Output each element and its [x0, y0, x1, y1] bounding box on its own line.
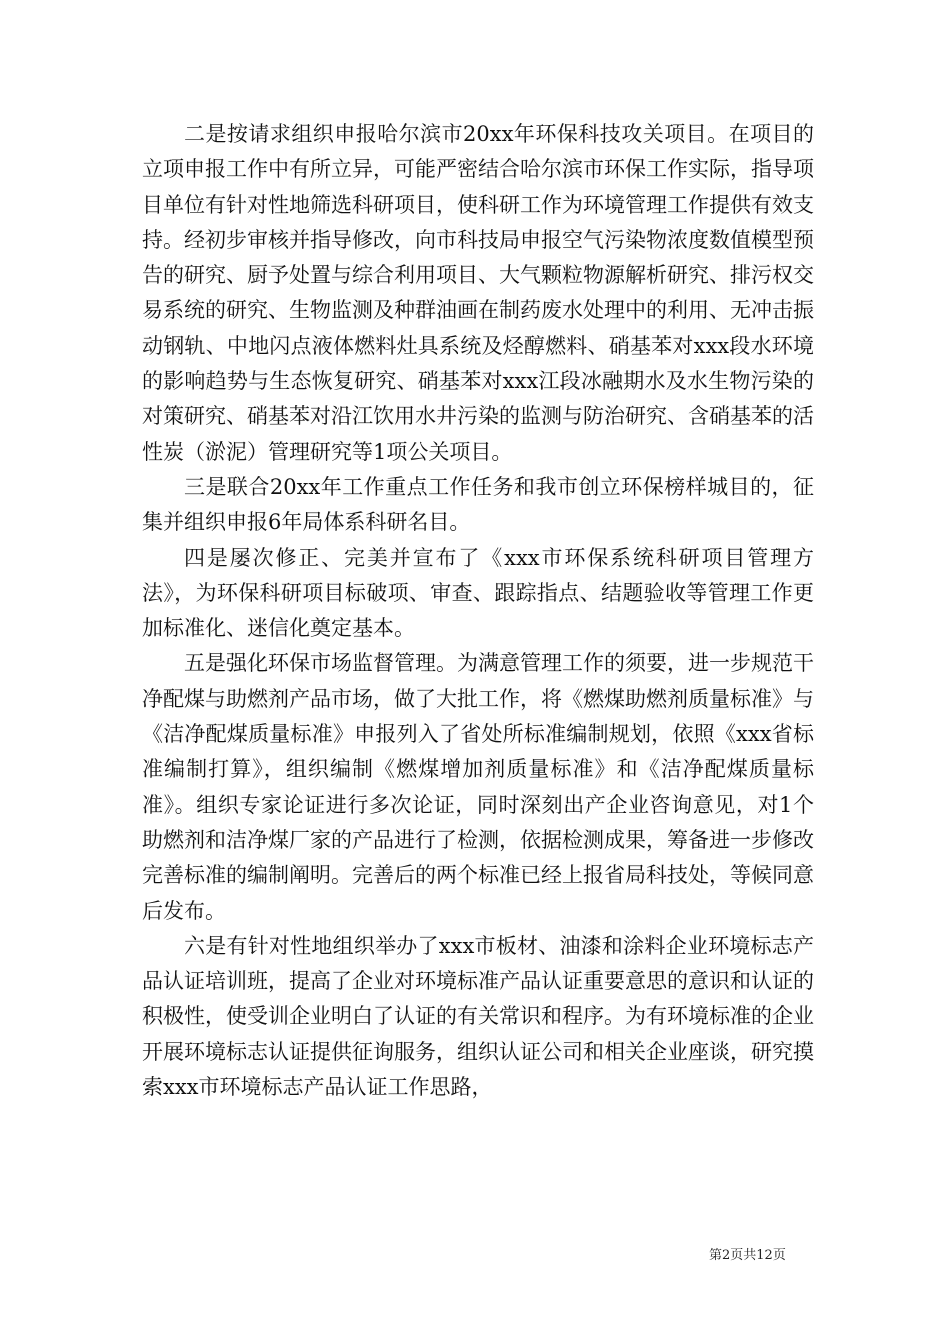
- paragraph: 五是强化环保市场监督管理。为满意管理工作的须要，进一步规范干净配煤与助燃剂产品市场，做了大批工作，将《燃煤助燃剂质量标准》与《洁净配煤质量标准》申报列入了省处所标准编制规划，依照《xxx省标准编制打算》，组织编制《燃煤增加剂质量标准》和《洁净配煤质量标准》。组织专家论证进行多次论证，同时深刻出产企业咨询意见，对1个助燃剂和洁净煤厂家的产品进行了检测，依据检测成果，筹备进一步修改完善标准的编制阐明。完善后的两个标准已经上报省局科技处，等候同意后发布。: [142, 651, 814, 923]
- body-text: [142, 117, 814, 1105]
- page-number-footer: 第2页共12页: [709, 1248, 786, 1263]
- paragraph: 三是联合20xx年工作重点工作任务和我市创立环保榜样城目的，征集并组织申报6年局体系科研名目。: [142, 474, 814, 535]
- paragraph: 四是屡次修正、完美并宣布了《xxx市环保系统科研项目管理方法》，为环保科研项目标破项、审查、跟踪指点、结题验收等管理工作更加标准化、迷信化奠定基本。: [142, 545, 814, 641]
- paragraph: 二是按请求组织申报哈尔滨市20xx年环保科技攻关项目。在项目的立项申报工作中有所立异，可能严密结合哈尔滨市环保工作实际，指导项目单位有针对性地筛选科研项目，使科研工作为环境管理工作提供有效支持。经初步审核并指导修改，向市科技局申报空气污染物浓度数值模型预告的研究、厨予处置与综合利用项目、大气颗粒物源解析研究、排污权交易系统的研究、生物监测及种群油画在制药废水处理中的利用、无冲击振动钢轨、中地闪点液体燃料灶具系统及烃醇燃料、硝基苯对xxx段水环境的影响趋势与生态恢复研究、硝基苯对xxx江段冰融期水及水生物污染的对策研究、硝基苯对沿江饮用水井污染的监测与防治研究、含硝基苯的活性炭（淤泥）管理研究等1项公关项目。: [142, 122, 814, 464]
- paragraph: 六是有针对性地组织举办了xxx市板材、油漆和涂料企业环境标志产品认证培训班，提高了企业对环境标准产品认证重要意思的意识和认证的积极性，使受训企业明白了认证的有关常识和程序。为有环境标准的企业开展环境标志认证提供征询服务，组织认证公司和相关企业座谈，研究摸索xxx市环境标志产品认证工作思路，: [142, 933, 814, 1100]
